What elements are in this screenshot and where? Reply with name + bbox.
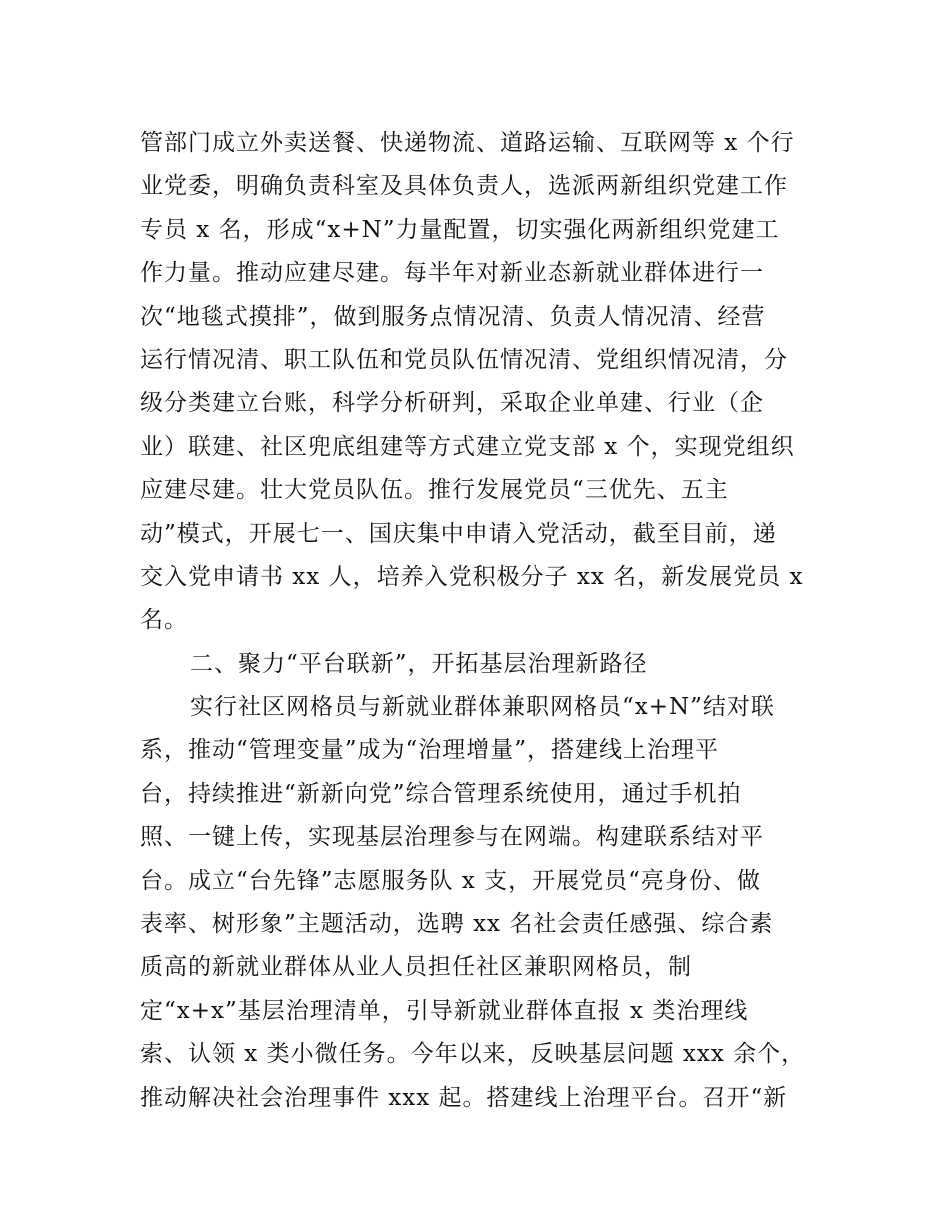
paragraph-line: 台。成立“台先锋”志愿服务队 x 支，开展党员“亮身份、做 xyxy=(140,867,761,894)
paragraph-line: 动”模式，开展七一、国庆集中申请入党活动，截至目前，递 xyxy=(140,520,777,547)
paragraph-line: 定“x+x”基层治理清单，引导新就业群体直报 x 类治理线 xyxy=(140,997,749,1024)
paragraph-line: 质高的新就业群体从业人员担任社区兼职网格员，制 xyxy=(140,954,692,981)
paragraph-line: 运行情况清、职工队伍和党员队伍情况清、党组织情况清，分 xyxy=(140,346,788,373)
paragraph-line: 应建尽建。壮大党员队伍。推行发展党员“三优先、五主 xyxy=(140,477,729,504)
body-text xyxy=(140,122,820,1120)
paragraph-line: 业党委，明确负责科室及具体负责人，选派两新组织党建工作 xyxy=(140,173,788,200)
section-heading: 二、聚力“平台联新”，开拓基层治理新路径 xyxy=(190,650,648,677)
paragraph-line: 管部门成立外卖送餐、快递物流、道路运输、互联网等 x 个行 xyxy=(140,130,795,156)
paragraph-line: 台，持续推进“新新向党”综合管理系统使用，通过手机拍 xyxy=(140,780,742,807)
paragraph-line: 业）联建、社区兜底组建等方式建立党支部 x 个，实现党组织 xyxy=(140,433,795,460)
paragraph-line: 表率、树形象”主题活动，选聘 xx 名社会责任感强、综合素 xyxy=(140,911,774,938)
paragraph-line: 交入党申请书 xx 人，培养入党积极分子 xx 名，新发展党员 x xyxy=(140,563,804,590)
paragraph-line: 级分类建立台账，科学分析研判，采取企业单建、行业（企 xyxy=(140,390,764,417)
paragraph-line: 推动解决社会治理事件 xxx 起。搭建线上治理平台。召开“新 xyxy=(140,1084,788,1111)
paragraph-line: 名。 xyxy=(140,607,188,634)
paragraph-line: 次“地毯式摸排”，做到服务点情况清、负责人情况清、经营 xyxy=(140,303,766,330)
paragraph-line: 索、认领 x 类小微任务。今年以来，反映基层问题 xxx 余个， xyxy=(140,1041,806,1068)
paragraph-line: 专员 x 名，形成“x+N”力量配置，切实强化两新组织党建工 xyxy=(140,216,780,243)
paragraph-line: 作力量。推动应建尽建。每半年对新业态新就业群体进行一 xyxy=(140,260,764,287)
paragraph-line: 系，推动“管理变量”成为“治理增量”，搭建线上治理平 xyxy=(140,737,720,764)
paragraph-line: 实行社区网格员与新就业群体兼职网格员“x+N”结对联 xyxy=(190,694,775,721)
paragraph-line: 照、一键上传，实现基层治理参与在网端。构建联系结对平 xyxy=(140,824,764,851)
